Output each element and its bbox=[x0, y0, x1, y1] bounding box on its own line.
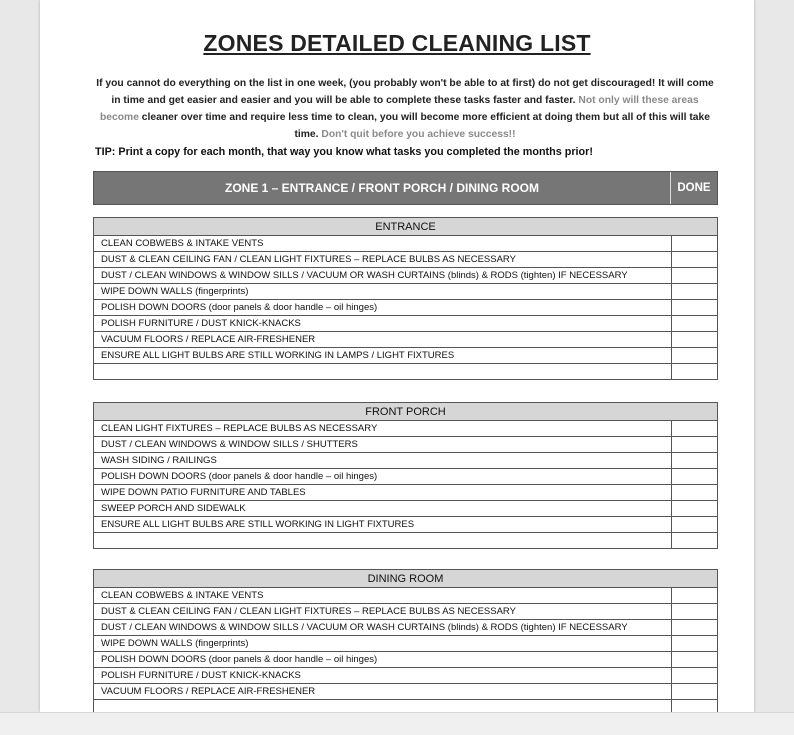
blank-task-row bbox=[94, 364, 718, 380]
task-row bbox=[94, 501, 718, 517]
task-label: VACUUM FLOORS / REPLACE AIR-FRESHENER bbox=[94, 684, 672, 700]
section-title: ENTRANCE bbox=[94, 218, 718, 236]
task-label: POLISH DOWN DOORS (door panels & door handle – oil hinges) bbox=[94, 300, 672, 316]
task-row bbox=[94, 268, 718, 284]
task-row bbox=[94, 300, 718, 316]
done-column-header: DONE bbox=[670, 172, 717, 204]
task-row bbox=[94, 421, 718, 437]
blank-task-cell[interactable] bbox=[94, 533, 672, 549]
task-row bbox=[94, 517, 718, 533]
task-label: DUST & CLEAN CEILING FAN / CLEAN LIGHT FIXTURES – REPLACE BULBS AS NECESSARY bbox=[94, 252, 672, 268]
blank-task-row bbox=[94, 700, 718, 713]
intro-closing-text: Don't quit before you achieve success!! bbox=[321, 129, 516, 140]
done-checkbox-cell[interactable] bbox=[672, 517, 718, 533]
section-header bbox=[94, 570, 718, 588]
done-checkbox-cell[interactable] bbox=[671, 300, 717, 316]
task-label: POLISH DOWN DOORS (door panels & door handle – oil hinges) bbox=[94, 469, 672, 485]
task-label: CLEAN COBWEBS & INTAKE VENTS bbox=[94, 588, 672, 604]
section-header bbox=[94, 218, 718, 236]
done-checkbox-cell[interactable] bbox=[672, 700, 718, 713]
tip-text: TIP: Print a copy for each month, that way you know what tasks you completed the months prior! bbox=[95, 146, 593, 158]
task-label: VACUUM FLOORS / REPLACE AIR-FRESHENER bbox=[94, 332, 672, 348]
done-checkbox-cell[interactable] bbox=[672, 469, 718, 485]
done-checkbox-cell[interactable] bbox=[672, 684, 718, 700]
task-row bbox=[94, 437, 718, 453]
intro-mid-text: cleaner over time and require less time to clean, you will become more efficient at doing them but all of this will take time. bbox=[141, 112, 710, 140]
section-table-dining-room bbox=[93, 569, 718, 712]
viewer-status-bar bbox=[0, 712, 794, 735]
task-row bbox=[94, 284, 718, 300]
done-checkbox-cell[interactable] bbox=[672, 437, 718, 453]
task-row bbox=[94, 236, 718, 252]
task-label: DUST / CLEAN WINDOWS & WINDOW SILLS / SHUTTERS bbox=[94, 437, 672, 453]
blank-task-row bbox=[94, 533, 718, 549]
section-table-entrance bbox=[93, 217, 718, 380]
done-checkbox-cell[interactable] bbox=[672, 501, 718, 517]
task-label: WASH SIDING / RAILINGS bbox=[94, 453, 672, 469]
done-checkbox-cell[interactable] bbox=[672, 421, 718, 437]
document-title: ZONES DETAILED CLEANING LIST bbox=[203, 30, 591, 56]
intro-main-text: If you cannot do everything on the list in one week, (you probably won't be able to at first) do not get discouraged! It will come in time and get easier and easier and you will be able to complete these tasks faster and faster. bbox=[96, 78, 714, 106]
task-label: ENSURE ALL LIGHT BULBS ARE STILL WORKING IN LAMPS / LIGHT FIXTURES bbox=[94, 348, 672, 364]
zone-title: ZONE 1 – ENTRANCE / FRONT PORCH / DINING ROOM bbox=[224, 181, 539, 195]
done-checkbox-cell[interactable] bbox=[672, 453, 718, 469]
done-checkbox-cell[interactable] bbox=[671, 284, 717, 300]
section-table-front-porch bbox=[93, 402, 718, 549]
zone-header bbox=[93, 171, 718, 205]
section-title: DINING ROOM bbox=[94, 570, 718, 588]
task-label: WIPE DOWN WALLS (fingerprints) bbox=[94, 284, 672, 300]
task-row bbox=[94, 332, 718, 348]
task-label: WIPE DOWN PATIO FURNITURE AND TABLES bbox=[94, 485, 672, 501]
done-checkbox-cell[interactable] bbox=[672, 588, 718, 604]
task-label: ENSURE ALL LIGHT BULBS ARE STILL WORKING IN LIGHT FIXTURES bbox=[94, 517, 672, 533]
done-checkbox-cell[interactable] bbox=[671, 236, 717, 252]
done-checkbox-cell[interactable] bbox=[672, 636, 718, 652]
done-checkbox-cell[interactable] bbox=[672, 652, 718, 668]
section-title: FRONT PORCH bbox=[94, 403, 718, 421]
done-checkbox-cell[interactable] bbox=[671, 364, 717, 380]
done-checkbox-cell[interactable] bbox=[672, 485, 718, 501]
task-row bbox=[94, 636, 718, 652]
task-label: POLISH DOWN DOORS (door panels & door handle – oil hinges) bbox=[94, 652, 672, 668]
done-checkbox-cell[interactable] bbox=[672, 668, 718, 684]
task-row bbox=[94, 668, 718, 684]
task-row bbox=[94, 252, 718, 268]
task-label: POLISH FURNITURE / DUST KNICK-KNACKS bbox=[94, 316, 672, 332]
intro-gray-text: Not only will these areas become bbox=[100, 95, 699, 123]
task-row bbox=[94, 316, 718, 332]
done-checkbox-cell[interactable] bbox=[671, 332, 717, 348]
task-row bbox=[94, 588, 718, 604]
task-row bbox=[94, 348, 718, 364]
document-page bbox=[40, 0, 754, 712]
task-label: CLEAN LIGHT FIXTURES – REPLACE BULBS AS NECESSARY bbox=[94, 421, 672, 437]
blank-task-cell[interactable] bbox=[94, 700, 672, 713]
task-label: SWEEP PORCH AND SIDEWALK bbox=[94, 501, 672, 517]
done-checkbox-cell[interactable] bbox=[672, 620, 718, 636]
done-checkbox-cell[interactable] bbox=[671, 316, 717, 332]
task-label: DUST & CLEAN CEILING FAN / CLEAN LIGHT FIXTURES – REPLACE BULBS AS NECESSARY bbox=[94, 604, 672, 620]
task-label: DUST / CLEAN WINDOWS & WINDOW SILLS / VACUUM OR WASH CURTAINS (blinds) & RODS (tighten) IF NECESSARY bbox=[94, 268, 672, 284]
task-label: CLEAN COBWEBS & INTAKE VENTS bbox=[94, 236, 672, 252]
section-header bbox=[94, 403, 718, 421]
task-row bbox=[94, 469, 718, 485]
task-label: DUST / CLEAN WINDOWS & WINDOW SILLS / VACUUM OR WASH CURTAINS (blinds) & RODS (tighten) IF NECESSARY bbox=[94, 620, 672, 636]
done-checkbox-cell[interactable] bbox=[671, 348, 717, 364]
intro-paragraph bbox=[95, 75, 715, 143]
task-row bbox=[94, 684, 718, 700]
task-label: POLISH FURNITURE / DUST KNICK-KNACKS bbox=[94, 668, 672, 684]
blank-task-cell[interactable] bbox=[94, 364, 672, 380]
task-row bbox=[94, 485, 718, 501]
task-row bbox=[94, 604, 718, 620]
task-row bbox=[94, 652, 718, 668]
done-checkbox-cell[interactable] bbox=[671, 252, 717, 268]
done-checkbox-cell[interactable] bbox=[671, 268, 717, 284]
task-label: WIPE DOWN WALLS (fingerprints) bbox=[94, 636, 672, 652]
done-checkbox-cell[interactable] bbox=[672, 604, 718, 620]
task-row bbox=[94, 453, 718, 469]
task-row bbox=[94, 620, 718, 636]
done-checkbox-cell[interactable] bbox=[672, 533, 718, 549]
